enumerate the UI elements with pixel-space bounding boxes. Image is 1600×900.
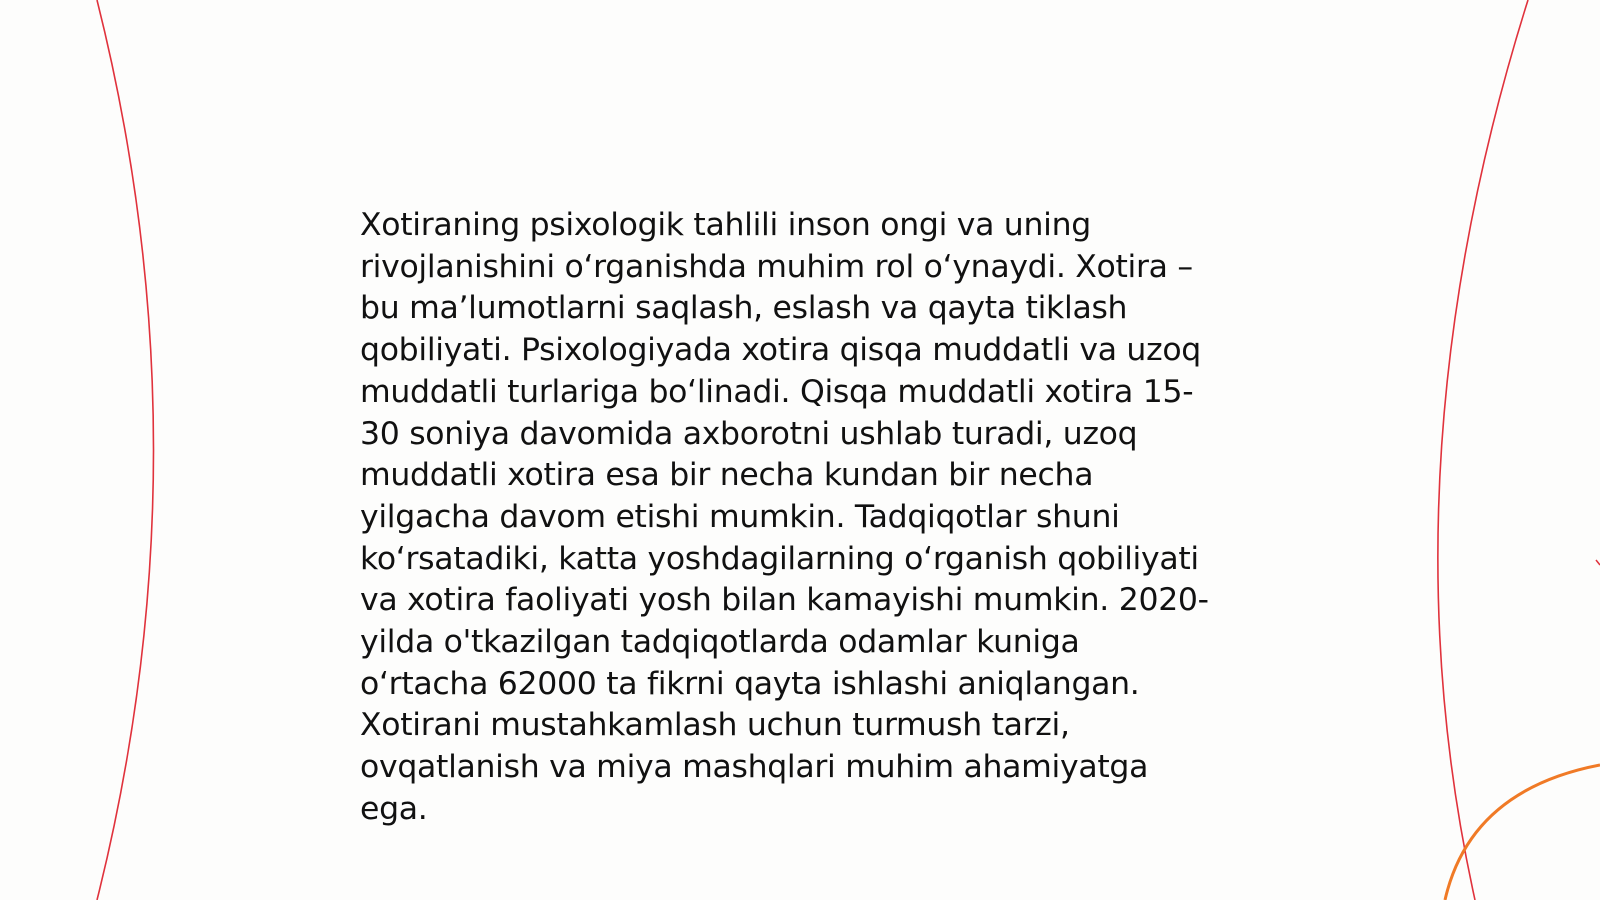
text-line: yilda o'tkazilgan tadqiqotlarda odamlar kuniga	[360, 624, 1080, 661]
text-line: rivojlanishini o‘rganishda muhim rol o‘ynaydi. Xotira –	[360, 248, 1193, 285]
right-curve	[1438, 0, 1528, 900]
text-line: muddatli turlariga bo‘linadi. Qisqa muddatli xotira 15-	[360, 373, 1194, 410]
body-paragraph	[360, 205, 1260, 831]
text-line: o‘rtacha 62000 ta fikrni qayta ishlashi aniqlangan.	[360, 665, 1140, 702]
left-curve	[97, 0, 154, 900]
orange-arc	[1445, 765, 1600, 900]
text-line: va xotira faoliyati yosh bilan kamayishi mumkin. 2020-	[360, 582, 1209, 619]
text-line: muddatli xotira esa bir necha kundan bir necha	[360, 457, 1094, 494]
text-line: yilgacha davom etishi mumkin. Tadqiqotlar shuni	[360, 498, 1120, 535]
text-line: ko‘rsatadiki, katta yoshdagilarning o‘rganish qobiliyati	[360, 540, 1199, 577]
text-line: ega.	[360, 790, 428, 827]
text-line: Xotiraning psixologik tahlili inson ongi va uning	[360, 207, 1091, 243]
text-line: bu ma’lumotlarni saqlash, eslash va qayta tiklash	[360, 290, 1128, 327]
text-line: 30 soniya davomida axborotni ushlab turadi, uzoq	[360, 415, 1138, 452]
text-line: ovqatlanish va miya mashqlari muhim ahamiyatga	[360, 749, 1149, 786]
text-line: qobiliyati. Psixologiyada xotira qisqa muddatli va uzoq	[360, 332, 1201, 369]
text-line: Xotirani mustahkamlash uchun turmush tarzi,	[360, 707, 1070, 744]
small-tick-mark	[1596, 560, 1600, 565]
